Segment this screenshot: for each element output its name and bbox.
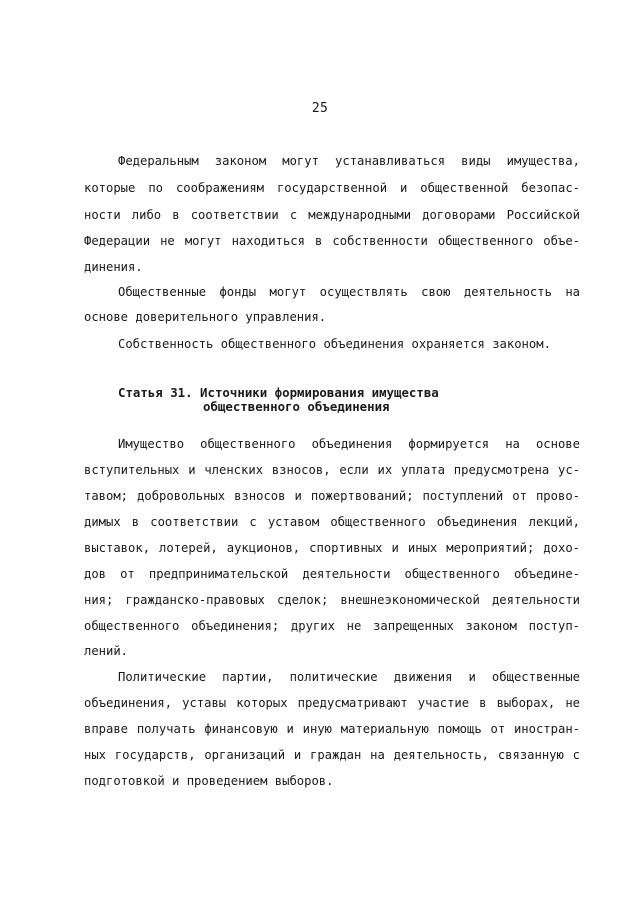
- paragraph-5-line-4: ных государств, организаций и граждан на деятельность, связанную с: [84, 748, 580, 762]
- paragraph-4-line-6: дов от предпринимательской деятельности общественного объедине-: [84, 567, 580, 581]
- paragraph-4-line-9: лений.: [84, 644, 129, 658]
- paragraph-3-line-1: Собственность общественного объединения охраняется законом.: [118, 337, 551, 351]
- paragraph-4-line-8: общественного объединения; других не запрещенных законом поступ-: [84, 619, 580, 633]
- paragraph-4-line-4: димых в соответствии с уставом общественного объединения лекций,: [84, 515, 580, 529]
- paragraph-1-line-3: ности либо в соответствии с международными договорами Российской: [84, 208, 580, 222]
- page-number: 25: [311, 101, 329, 116]
- paragraph-2-line-2: основе доверительного управления.: [84, 310, 327, 324]
- article-heading-line-2: общественного объединения: [203, 399, 390, 414]
- paragraph-5-line-5: подготовкой и проведением выборов.: [84, 774, 334, 788]
- paragraph-1-line-2: которые по соображениям государственной и общественной безопас-: [84, 181, 580, 195]
- paragraph-1-line-1: Федеральным законом могут устанавливаться виды имущества,: [118, 154, 580, 168]
- paragraph-4-line-5: выставок, лотерей, аукционов, спортивных и иных мероприятий; дохо-: [84, 541, 580, 555]
- paragraph-2-line-1: Общественные фонды могут осуществлять свою деятельность на: [118, 285, 580, 299]
- paragraph-4-line-3: тавом; добровольных взносов и пожертвований; поступлений от прово-: [84, 489, 580, 503]
- paragraph-1-line-5: динения.: [84, 260, 143, 274]
- paragraph-4-line-7: ния; гражданско-правовых сделок; внешнеэкономической деятельности: [84, 593, 580, 607]
- paragraph-5-line-2: объединения, уставы которых предусматривают участие в выборах, не: [84, 696, 580, 710]
- article-heading-line-1: Статья 31. Источники формирования имущества: [118, 385, 439, 400]
- paragraph-4-line-2: вступительных и членских взносов, если их уплата предусмотрена ус-: [84, 463, 580, 477]
- paragraph-1-line-4: Федерации не могут находиться в собственности общественного объе-: [84, 234, 580, 248]
- paragraph-4-line-1: Имущество общественного объединения формируется на основе: [118, 437, 580, 451]
- paragraph-5-line-1: Политические партии, политические движения и общественные: [118, 670, 580, 684]
- paragraph-5-line-3: вправе получать финансовую и иную материальную помощь от иностран-: [84, 722, 580, 736]
